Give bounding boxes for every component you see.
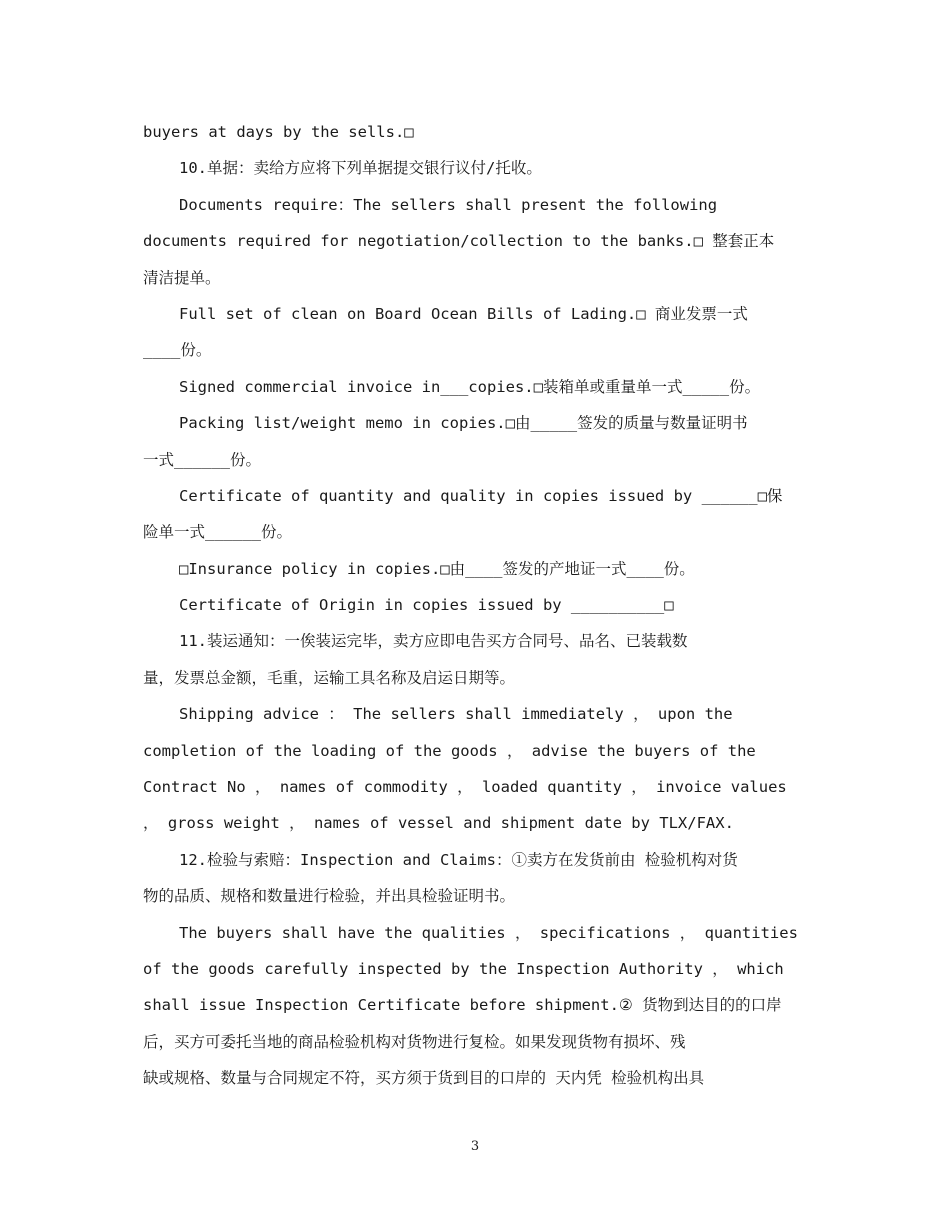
text-line: Shipping advice ： The sellers shall immediately ， upon the [179,705,733,724]
text-line: 12.检验与索赔：Inspection and Claims：①卖方在发货前由 检验机构对货 [179,850,738,869]
text-line: Full set of clean on Board Ocean Bills of Lading.□ 商业发票一式 [179,304,748,323]
text-line: Contract No ， names of commodity ， loaded quantity ， invoice values [143,778,787,797]
text-line: 缺或规格、数量与合同规定不符，买方须于货到目的口岸的 天内凭 检验机构出具 [143,1069,705,1088]
text-line: 险单一式______份。 [143,523,292,542]
text-line: 清洁提单。 [143,268,221,287]
text-line: Certificate of Origin in copies issued by __________□ [179,596,674,615]
text-line: 11.装运通知：一俟装运完毕，卖方应即电告买方合同号、品名、已装载数 [179,632,688,651]
text-line: 10.单据：卖给方应将下列单据提交银行议付/托收。 [179,159,542,178]
text-line: shall issue Inspection Certificate before shipment.② 货物到达目的的口岸 [143,996,782,1015]
text-line: 物的品质、规格和数量进行检验，并出具检验证明书。 [143,887,516,906]
document-body [143,114,803,1097]
text-line: □Insurance policy in copies.□由____签发的产地证一式____份。 [179,559,695,578]
text-line: 一式______份。 [143,450,261,469]
text-line: documents required for negotiation/collection to the banks.□ 整套正本 [143,232,775,251]
text-line: Documents require：The sellers shall present the following [179,195,718,214]
text-line: ____份。 [143,341,212,360]
text-line: ， gross weight ， names of vessel and shipment date by TLX/FAX. [143,814,734,833]
text-line: 量，发票总金额，毛重，运输工具名称及启运日期等。 [143,668,516,687]
text-line: buyers at days by the sells.□ [143,123,414,141]
text-line: completion of the loading of the goods ， advise the buyers of the [143,741,756,760]
text-line: 后，买方可委托当地的商品检验机构对货物进行复检。如果发现货物有损坏、残 [143,1032,686,1051]
text-line: Packing list/weight memo in copies.□由_____签发的质量与数量证明书 [179,414,748,433]
page-number: 3 [470,1139,480,1154]
text-line: Certificate of quantity and quality in copies issued by ______□保 [179,486,783,505]
text-line: The buyers shall have the qualities ， specifications ， quantities [179,923,798,942]
text-line: Signed commercial invoice in___copies.□装箱单或重量单一式_____份。 [179,377,761,396]
text-line: of the goods carefully inspected by the Inspection Authority ， which [143,959,784,978]
